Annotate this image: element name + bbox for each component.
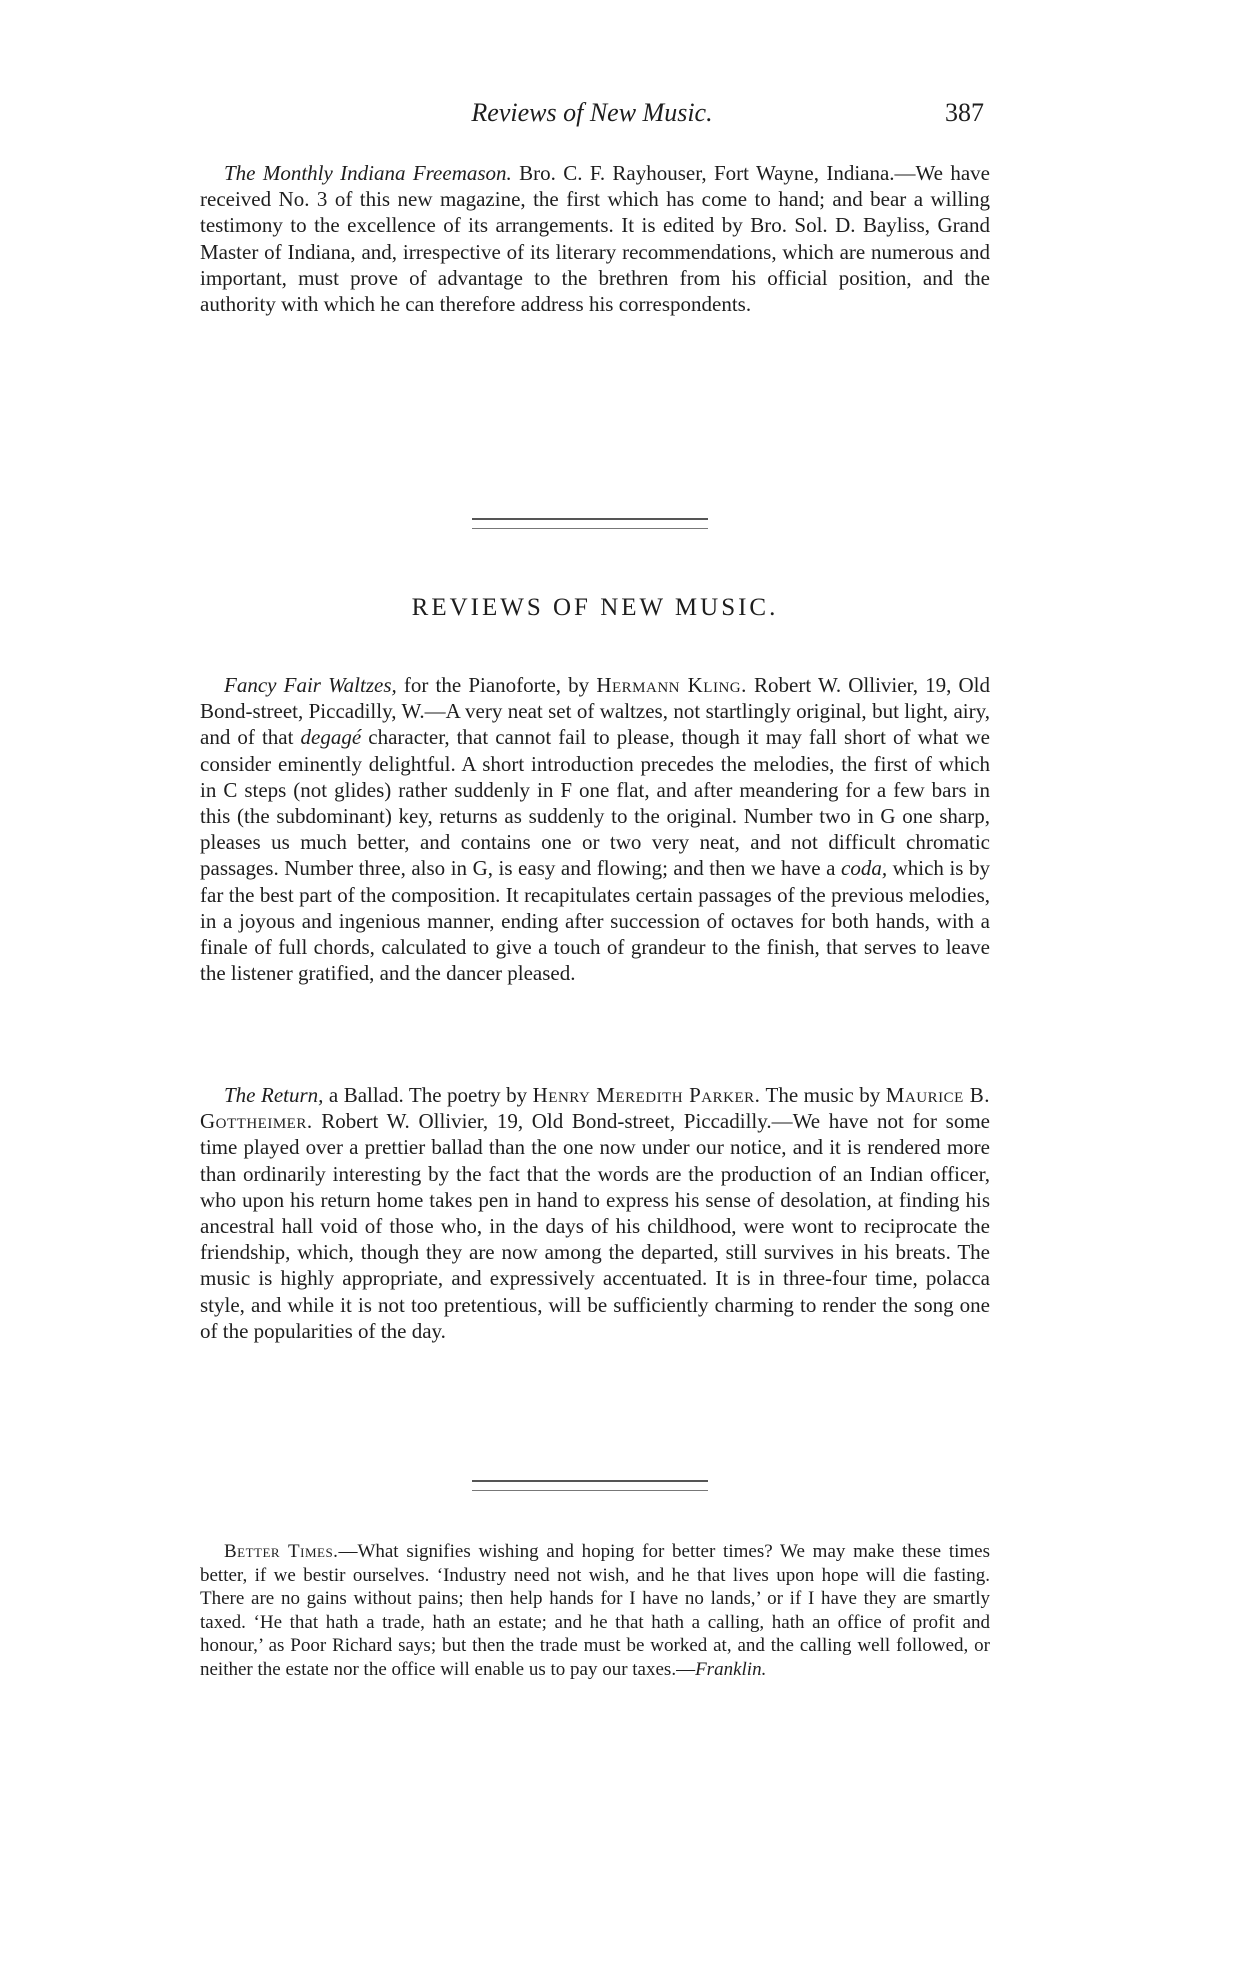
section-heading: REVIEWS OF NEW MUSIC. <box>411 594 779 621</box>
footnote <box>200 1540 990 1681</box>
footnote-title: Better Times. <box>224 1541 339 1562</box>
review-2-title: The Return, <box>224 1083 324 1107</box>
section-divider-bottom <box>472 1480 708 1491</box>
review-1-composer: Hermann Kling. <box>596 673 747 697</box>
review-1-paragraph <box>200 672 990 986</box>
review-2-paragraph <box>200 1082 990 1344</box>
intro-review-body: Bro. C. F. Rayhouser, Fort Wayne, Indiana.—We have received No. 3 of this new magazine, the first which has come to hand; and bear a willing testimony to the excellence of its arrangements. It is edited by Bro. Sol. D. Bayliss, Grand Master of Indiana, and, irrespective of its literary recommendations, which are numerous and important, must prove of advantage to the brethren from his official position, and the authority with which he can therefore address his correspondents. <box>200 161 990 317</box>
page-number: 387 <box>945 98 984 127</box>
running-title: Reviews of New Music. <box>471 98 713 127</box>
review-1-text-c: character, that cannot fail to please, though it may fall short of what we consider eminently delightful. A short introduction precedes the melodies, the first of which in C steps (not glides) rather suddenly in F one flat, and after meandering for a few bars in this (the subdominant) key, returns as suddenly to the original. Number two in G one sharp, pleases us much better, and contains one or two very neat, and not difficult chromatic passages. Number three, also in G, is easy and flowing; and then we have a <box>200 725 990 881</box>
review-1-italic-coda: coda, <box>841 856 888 881</box>
review-2-poet: Henry Meredith Parker. <box>532 1083 761 1107</box>
footnote-body: —What signifies wishing and hoping for better times? We may make these times better, if we bestir ourselves. ‘Industry need not wish, and he that lives upon hope will die fasting. There are no gains without pains; then help hands for I have no lands,’ or if I have they are smartly taxed. ‘He that hath a trade, hath an estate; and he that hath a calling, hath an office of profit and honour,’ as Poor Richard says; but then the trade must be worked at, and the calling well followed, or neither the estate nor the office will enable us to pay our taxes.— <box>200 1541 990 1680</box>
review-1-text-d: which is by far the best part of the composition. It recapitulates certain passages of the previous melodies, in a joyous and ingenious manner, ending after succession of octaves for both hands, with a finale of full chords, calculated to give a touch of grandeur to the finish, that serves to leave the listener gratified, and the dancer pleased. <box>200 856 990 986</box>
review-1-text-b: Robert W. Ollivier, 19, Old Bond-street, Piccadilly, W.—A very neat set of waltzes, not startlingly original, but light, airy, and of that <box>200 673 990 750</box>
review-1-title: Fancy Fair Waltzes, <box>224 673 397 697</box>
review-1-text-a: for the Pianoforte, by <box>396 673 597 697</box>
review-2-composer: Maurice B. Gottheimer. <box>200 1083 991 1134</box>
intro-review-paragraph <box>200 160 990 317</box>
intro-review <box>200 160 990 317</box>
review-2-text-c: Robert W. Ollivier, 19, Old Bond-street, Piccadilly.—We have not for some time played over a prettier ballad than the one now under our notice, and it is rendered more than ordinarily interesting by the fact that the words are the production of an Indian officer, who upon his return home takes pen in hand to express his sense of desolation, at finding his ancestral hall void of those who, in the days of his childhood, were wont to reciprocate the friendship, which, though they are now among the departed, still survives in his breats. The music is highly appropriate, and expressively accentuated. It is in three-four time, polacca style, and while it is not too pretentious, will be sufficiently charming to render the song one of the popularities of the day. <box>200 1109 990 1343</box>
section-divider-top <box>472 518 708 529</box>
page-header <box>200 98 984 138</box>
review-the-return <box>200 1082 990 1344</box>
review-fancy-fair-waltzes <box>200 672 990 986</box>
footnote-paragraph <box>200 1540 990 1681</box>
review-2-text-a: a Ballad. The poetry by <box>323 1083 533 1107</box>
intro-review-title: The Monthly Indiana Freemason. <box>224 161 512 185</box>
review-1-italic-degage: degagé <box>300 725 362 750</box>
review-2-text-b: The music by <box>760 1083 886 1107</box>
footnote-attribution: Franklin. <box>695 1658 767 1680</box>
